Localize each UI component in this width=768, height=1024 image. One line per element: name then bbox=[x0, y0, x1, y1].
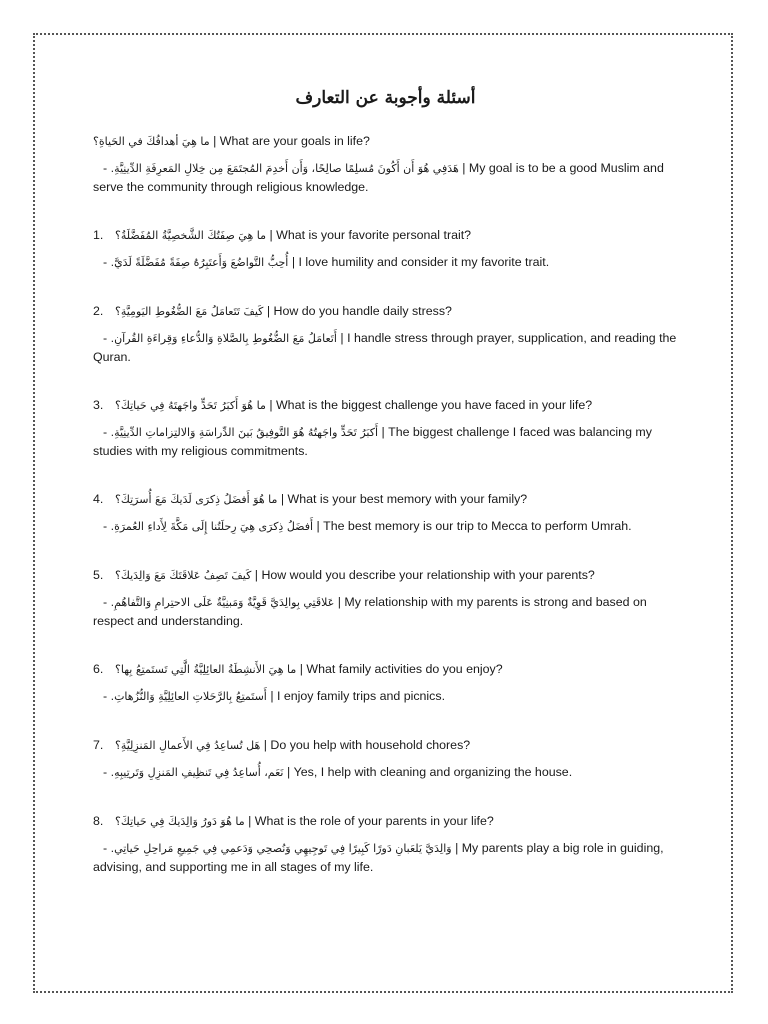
separator: | bbox=[269, 398, 273, 412]
answer-line: - أَتَعامَلُ مَعَ الضُّغُوطِ بِالصَّلاةِ وَالدُّعاءِ وَقِراءَةِ القُرآنِ. | I handle stress through prayer, supplication, and reading the Quran. bbox=[93, 331, 677, 364]
separator: | bbox=[254, 568, 258, 582]
question-line bbox=[93, 226, 678, 245]
qa-intro bbox=[93, 132, 678, 196]
answer-arabic: عَلاقَتِي بِوالِدَيَّ قَوِيَّةٌ وَمَبنِيَّةٌ عَلَى الاحتِرامِ وَالتَّفاهُمِ. bbox=[110, 596, 335, 609]
separator: | bbox=[291, 255, 296, 269]
question-english: What is the biggest challenge you have faced in your life? bbox=[275, 398, 593, 412]
question-arabic: ما هِيَ أهدافُكَ في الحَياةِ؟ bbox=[93, 135, 210, 148]
item-number: 7. bbox=[93, 738, 104, 752]
separator: | bbox=[316, 519, 320, 533]
separator: | bbox=[462, 161, 466, 175]
qa-item-2 bbox=[93, 302, 678, 366]
answer-english: Yes, I help with cleaning and organizing the house. bbox=[293, 765, 573, 779]
question-arabic: ما هُوَ أَكبَرُ تَحَدٍّ واجَهتَهُ فِي حَياتِكَ؟ bbox=[115, 399, 266, 412]
question-english: Do you help with household chores? bbox=[270, 738, 471, 752]
question-arabic: ما هِيَ الأَنشِطَةُ العائِلِيَّةُ الَّتِي تَستَمتِعُ بِها؟ bbox=[115, 663, 297, 676]
question-english: How would you describe your relationship with your parents? bbox=[261, 568, 595, 582]
answer-arabic: أَستَمتِعُ بِالرَّحَلاتِ العائِلِيَّةِ وَالنُّزُهاتِ. bbox=[110, 690, 267, 703]
qa-item-8 bbox=[93, 812, 678, 876]
question-english: What is the role of your parents in your life? bbox=[254, 814, 494, 828]
answer-english: I love humility and consider it my favorite trait. bbox=[298, 255, 550, 269]
answer-line: - أُحِبُّ التَّواضُعَ وَأَعتَبِرُهُ صِفَةً مُفَضَّلَةً لَدَيَّ. | I love humility and consider it my favorite trait. bbox=[103, 255, 550, 269]
separator: | bbox=[266, 304, 271, 318]
question-arabic: ما هُوَ أَفضَلُ ذِكرَى لَدَيكَ مَعَ أُسرَتِكَ؟ bbox=[115, 493, 278, 506]
answer-line: - أَستَمتِعُ بِالرَّحَلاتِ العائِلِيَّةِ وَالنُّزُهاتِ. | I enjoy family trips and picnics. bbox=[103, 689, 446, 703]
item-number: 1. bbox=[93, 228, 104, 242]
separator: | bbox=[213, 134, 217, 148]
question-arabic: ما هِيَ صِفَتُكَ الشَّخصِيَّةُ المُفَضَّلَةُ؟ bbox=[115, 229, 267, 242]
answer-english: The biggest challenge I faced was balancing my studies with my religious commitments. bbox=[93, 425, 652, 458]
answer-line: - أَفضَلُ ذِكرَى هِيَ رِحلَتُنا إِلَى مَكَّةَ لِأَداءِ العُمرَةِ. | The best memory is our trip to Mecca to perform Umrah. bbox=[103, 519, 632, 533]
qa-item-4 bbox=[93, 490, 678, 536]
qa-item-3 bbox=[93, 396, 678, 460]
answer-english: My parents play a big role in guiding, advising, and supporting me in all stages of my life. bbox=[93, 841, 664, 874]
separator: | bbox=[269, 228, 273, 242]
separator: | bbox=[299, 662, 303, 676]
answer-english: I handle stress through prayer, supplication, and reading the Quran. bbox=[93, 331, 677, 364]
separator: | bbox=[381, 425, 385, 439]
answer-english: My goal is to be a good Muslim and serve the community through religious knowledge. bbox=[93, 161, 664, 194]
answer-line: - هَدَفِي هُوَ أَن أَكُونَ مُسلِمًا صالِحًا، وَأَن أَخدِمَ المُجتَمَعَ مِن خِلالِ المَعرِفَةِ الدِّينِيَّةِ. | My goal is to be a good Muslim and serve the community through religious knowledge. bbox=[93, 161, 664, 194]
document-body bbox=[93, 86, 678, 876]
question-arabic: ما هُوَ دَورُ وَالِدَيكَ فِي حَياتِكَ؟ bbox=[115, 815, 245, 828]
page-title: أسئلة وأجوبة عن التعارف bbox=[295, 88, 476, 108]
separator: | bbox=[248, 814, 252, 828]
question-english: What is your best memory with your family? bbox=[287, 492, 528, 506]
question-english: What family activities do you enjoy? bbox=[306, 662, 503, 676]
separator: | bbox=[340, 331, 344, 345]
item-number: 4. bbox=[93, 492, 104, 506]
question-arabic: كَيفَ تَتَعامَلُ مَعَ الضُّغُوطِ اليَومِيَّةِ؟ bbox=[115, 305, 264, 318]
answer-english: The best memory is our trip to Mecca to perform Umrah. bbox=[323, 519, 632, 533]
answer-arabic: أَكبَرُ تَحَدٍّ واجَهتُهُ هُوَ التَّوفِيقُ بَينَ الدِّراسَةِ وَالالتِزاماتِ الدِّينِيَّةِ. bbox=[110, 426, 378, 439]
answer-arabic: وَالِدَيَّ يَلعَبانِ دَورًا كَبِيرًا فِي تَوجِيهِي وَنُصحِي وَدَعمِي فِي جَمِيعِ مَراحِلِ حَياتِي. bbox=[110, 842, 452, 855]
answer-line: - أَكبَرُ تَحَدٍّ واجَهتُهُ هُوَ التَّوفِيقُ بَينَ الدِّراسَةِ وَالالتِزاماتِ الدِّينِيَّةِ. | The biggest challenge I faced was balancing my studies with my religious commitments. bbox=[93, 425, 652, 458]
question-line bbox=[93, 736, 678, 755]
question-english: What are your goals in life? bbox=[219, 134, 370, 148]
item-number: 2. bbox=[93, 304, 104, 318]
answer-arabic: أَتَعامَلُ مَعَ الضُّغُوطِ بِالصَّلاةِ وَالدُّعاءِ وَقِراءَةِ القُرآنِ. bbox=[110, 332, 337, 345]
item-number: 3. bbox=[93, 398, 104, 412]
question-line bbox=[93, 566, 678, 585]
separator: | bbox=[455, 841, 459, 855]
answer-arabic: أَفضَلُ ذِكرَى هِيَ رِحلَتُنا إِلَى مَكَّةَ لِأَداءِ العُمرَةِ. bbox=[110, 520, 314, 533]
question-line bbox=[93, 812, 678, 831]
question-line bbox=[93, 302, 678, 321]
answer-line: - نَعَم، أُساعِدُ فِي تَنظِيفِ المَنزِلِ وَتَرتِيبِهِ. | Yes, I help with cleaning and organizing the house. bbox=[103, 765, 573, 779]
question-english: How do you handle daily stress? bbox=[273, 304, 452, 318]
item-number: 5. bbox=[93, 568, 104, 582]
question-line bbox=[93, 132, 678, 151]
answer-arabic: أُحِبُّ التَّواضُعَ وَأَعتَبِرُهُ صِفَةً مُفَضَّلَةً لَدَيَّ. bbox=[110, 256, 289, 269]
answer-english: I enjoy family trips and picnics. bbox=[276, 689, 446, 703]
qa-item-6 bbox=[93, 660, 678, 706]
answer-arabic: نَعَم، أُساعِدُ فِي تَنظِيفِ المَنزِلِ وَتَرتِيبِهِ. bbox=[110, 766, 284, 779]
separator: | bbox=[263, 738, 267, 752]
answer-line: - عَلاقَتِي بِوالِدَيَّ قَوِيَّةٌ وَمَبنِيَّةٌ عَلَى الاحتِرامِ وَالتَّفاهُمِ. | My relationship with my parents is strong and based on respect and understanding. bbox=[93, 595, 647, 628]
separator: | bbox=[337, 595, 341, 609]
separator: | bbox=[270, 689, 274, 703]
question-line bbox=[93, 660, 678, 679]
separator: | bbox=[280, 492, 285, 506]
question-line bbox=[93, 396, 678, 415]
answer-arabic: هَدَفِي هُوَ أَن أَكُونَ مُسلِمًا صالِحًا، وَأَن أَخدِمَ المُجتَمَعَ مِن خِلالِ المَعرِفَةِ الدِّينِيَّةِ. bbox=[110, 162, 459, 175]
question-line bbox=[93, 490, 678, 509]
answer-line: - وَالِدَيَّ يَلعَبانِ دَورًا كَبِيرًا فِي تَوجِيهِي وَنُصحِي وَدَعمِي فِي جَمِيعِ مَراحِلِ حَياتِي. | My parents play a big role in guiding, advising, and supporting me in all stages of my life. bbox=[93, 841, 664, 874]
separator: | bbox=[286, 765, 291, 779]
qa-item-1 bbox=[93, 226, 678, 272]
question-arabic: هَل تُساعِدُ فِي الأَعمالِ المَنزِلِيَّةِ؟ bbox=[115, 739, 261, 752]
item-number: 8. bbox=[93, 814, 104, 828]
answer-english: My relationship with my parents is strong and based on respect and understanding. bbox=[93, 595, 647, 628]
question-english: What is your favorite personal trait? bbox=[276, 228, 472, 242]
item-number: 6. bbox=[93, 662, 104, 676]
question-arabic: كَيفَ تَصِفُ عَلاقَتَكَ مَعَ وَالِدَيكَ؟ bbox=[115, 569, 252, 582]
qa-item-7 bbox=[93, 736, 678, 782]
qa-item-5 bbox=[93, 566, 678, 630]
